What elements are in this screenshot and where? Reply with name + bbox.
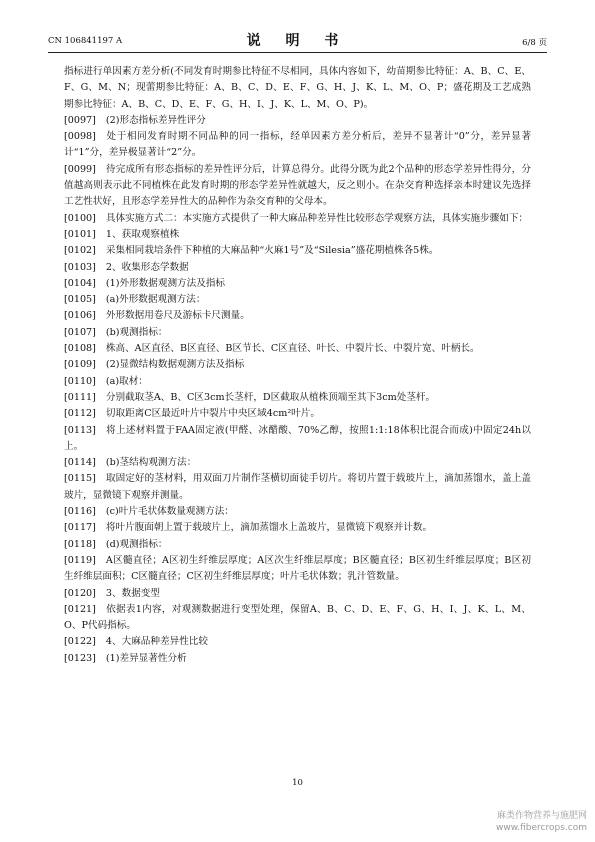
paragraph-text: (1)差异显著性分析 — [105, 652, 187, 664]
paragraph-number: [0104] — [64, 277, 96, 289]
paragraph — [64, 455, 531, 471]
page-indicator: 6/8 页 — [522, 38, 547, 48]
paragraph-number: [0121] — [64, 603, 96, 615]
paragraph-text: 2、收集形态学数据 — [105, 261, 189, 273]
paragraph — [64, 602, 531, 635]
paragraph-number: [0115] — [64, 473, 96, 485]
paragraph-text: 4、大麻品种差异性比较 — [105, 636, 208, 648]
paragraph — [64, 113, 531, 129]
page-header — [48, 30, 547, 50]
paragraph-number: [0106] — [64, 310, 96, 322]
paragraph-text: (a)取材： — [105, 375, 148, 387]
watermark — [496, 810, 587, 834]
paragraph-number: [0114] — [64, 457, 96, 469]
paragraph-text: (a)外形数据观测方法： — [105, 294, 206, 306]
paragraph-text: 取固定好的茎材料，用双面刀片制作茎横切面徒手切片。将切片置于载玻片上，滴加蒸馏水，盖上盖玻片，显微镜下观察并测量。 — [64, 473, 531, 501]
paragraph-number: [0105] — [64, 294, 96, 306]
paragraph-number: [0111] — [64, 391, 96, 403]
paragraph-text: 采集相同栽培条件下种植的大麻品种“火麻1号”及“Silesia”盛花期植株各5株。 — [105, 245, 439, 257]
paragraph-number: [0118] — [64, 538, 96, 550]
paragraph-number: [0117] — [64, 522, 96, 534]
paragraph-text: (2)显微结构数据观测方法及指标 — [105, 359, 245, 371]
watermark-title: 麻类作物营养与施肥网 — [496, 811, 587, 821]
paragraph-text: (b)观测指标： — [105, 326, 168, 338]
paragraph-text: (1)外形数据观测方法及指标 — [105, 277, 226, 289]
paragraph-text: 切取距离C区最近叶片中裂片中央区域4cm²叶片。 — [105, 408, 320, 420]
paragraph — [64, 634, 531, 650]
paragraph-number: [0119] — [64, 554, 96, 566]
paragraph-number: [0103] — [64, 261, 96, 273]
paragraph-number: [0120] — [64, 587, 96, 599]
paragraph-number: [0097] — [64, 114, 96, 126]
paragraph-number: [0100] — [64, 212, 96, 224]
paragraph-number: [0110] — [64, 375, 96, 387]
paragraph-number: [0113] — [64, 424, 96, 436]
paragraph — [64, 325, 531, 341]
paragraph-text: 待完成所有形态指标的差异性评分后，计算总得分。此得分既为此2个品种的形态学差异性得分，分值越高则表示此不同植株在此发育时期的形态学差异性就越大，反之则小。在杂交育种选择亲本时建议先选择工艺性状好，且形态学差异性大的品种作为杂交育种的父母本。 — [64, 163, 531, 208]
paragraph-number: [0098] — [64, 131, 96, 143]
paragraph — [64, 341, 531, 357]
paragraph — [64, 308, 531, 324]
paragraph — [64, 471, 531, 504]
paragraph-text: 株高、A区直径、B区直径、B区节长、C区直径、叶长、中裂片长、中裂片宽、叶柄长。 — [105, 343, 480, 355]
patent-number: CN 106841197 A — [48, 36, 123, 46]
page-number: 10 — [292, 778, 303, 788]
document-body — [64, 64, 531, 667]
paragraph-number: [0102] — [64, 245, 96, 257]
paragraph — [64, 390, 531, 406]
paragraph — [64, 243, 531, 259]
paragraph — [64, 423, 531, 456]
paragraph — [64, 504, 531, 520]
paragraph — [64, 553, 531, 586]
paragraph — [64, 406, 531, 422]
paragraph-text: 分别截取茎A、B、C区3cm长茎杆，D区截取从植株顶端至其下3cm处茎杆。 — [105, 391, 436, 403]
paragraph-number: [0116] — [64, 506, 96, 518]
paragraph-text: 具体实施方式二：本实施方式提供了一种大麻品种差异性比较形态学观察方法，具体实施步骤如下： — [105, 212, 529, 224]
paragraph-text: (b)茎结构观测方法： — [105, 457, 197, 469]
paragraph-text: (c)叶片毛状体数量观测方法： — [105, 506, 234, 518]
paragraph-text: A区髓直径；A区初生纤维层厚度；A区次生纤维层厚度；B区髓直径；B区初生纤维层厚度；B区初生纤维层面积；C区髓直径；C区初生纤维层厚度；叶片毛状体数；乳汁管数量。 — [64, 554, 531, 583]
paragraph — [64, 129, 531, 162]
paragraph — [64, 64, 531, 113]
paragraph-text: 外形数据用卷尺及游标卡尺测量。 — [105, 310, 250, 322]
paragraph-text: 将叶片腹面朝上置于载玻片上，滴加蒸馏水上盖玻片，显微镜下观察并计数。 — [105, 522, 433, 534]
paragraph-number: [0108] — [64, 343, 96, 355]
paragraph-text: 将上述材料置于FAA固定液(甲醛、冰醋酸、70%乙醇，按照1:1:18体积比混合而成)中固定24h以上。 — [64, 424, 531, 452]
header-rule — [48, 52, 547, 53]
paragraph-number: [0099] — [64, 163, 96, 175]
paragraph — [64, 292, 531, 308]
document-title: 说 明 书 — [246, 33, 349, 49]
paragraph — [64, 651, 531, 667]
paragraph — [64, 374, 531, 390]
paragraph-number: [0122] — [64, 636, 96, 648]
paragraph — [64, 357, 531, 373]
paragraph-text: 1、获取观察植株 — [105, 228, 180, 240]
paragraph — [64, 586, 531, 602]
paragraph-text: (2)形态指标差异性评分 — [105, 114, 206, 126]
watermark-url: www.fibercrops.com — [496, 823, 587, 833]
paragraph-text: 指标进行单因素方差分析(不同发育时期参比特征不尽相同，具体内容如下，幼苗期参比特征：A、B、C、E、F、G、M、N；现蕾期参比特征：A、B、C、D、E、F、G、H、J、K、L、M、O、P；盛花期及工艺成熟期参比特征：A、B、C、D、E、F、G、H、I、J、K、L、M、O、P)。 — [64, 66, 531, 110]
paragraph-number: [0107] — [64, 326, 96, 338]
paragraph — [64, 537, 531, 553]
paragraph — [64, 162, 531, 211]
paragraph — [64, 520, 531, 536]
paragraph-text: 处于相同发育时期不同品种的同一指标，经单因素方差分析后，差异不显著计“0”分，差异显著计“1”分，差异极显著计“2”分。 — [64, 131, 531, 159]
paragraph-number: [0109] — [64, 359, 96, 371]
paragraph-number: [0101] — [64, 228, 96, 240]
paragraph-text: 依据表1内容，对观测数据进行变型处理，保留A、B、C、D、E、F、G、H、I、J、K、L、M、O、P代码指标。 — [64, 603, 531, 632]
paragraph-number: [0112] — [64, 408, 96, 420]
paragraph-text: (d)观测指标： — [105, 538, 168, 550]
paragraph — [64, 227, 531, 243]
paragraph — [64, 211, 531, 227]
paragraph-text: 3、数据变型 — [105, 587, 160, 599]
paragraph — [64, 276, 531, 292]
paragraph — [64, 260, 531, 276]
paragraph-number: [0123] — [64, 652, 96, 664]
